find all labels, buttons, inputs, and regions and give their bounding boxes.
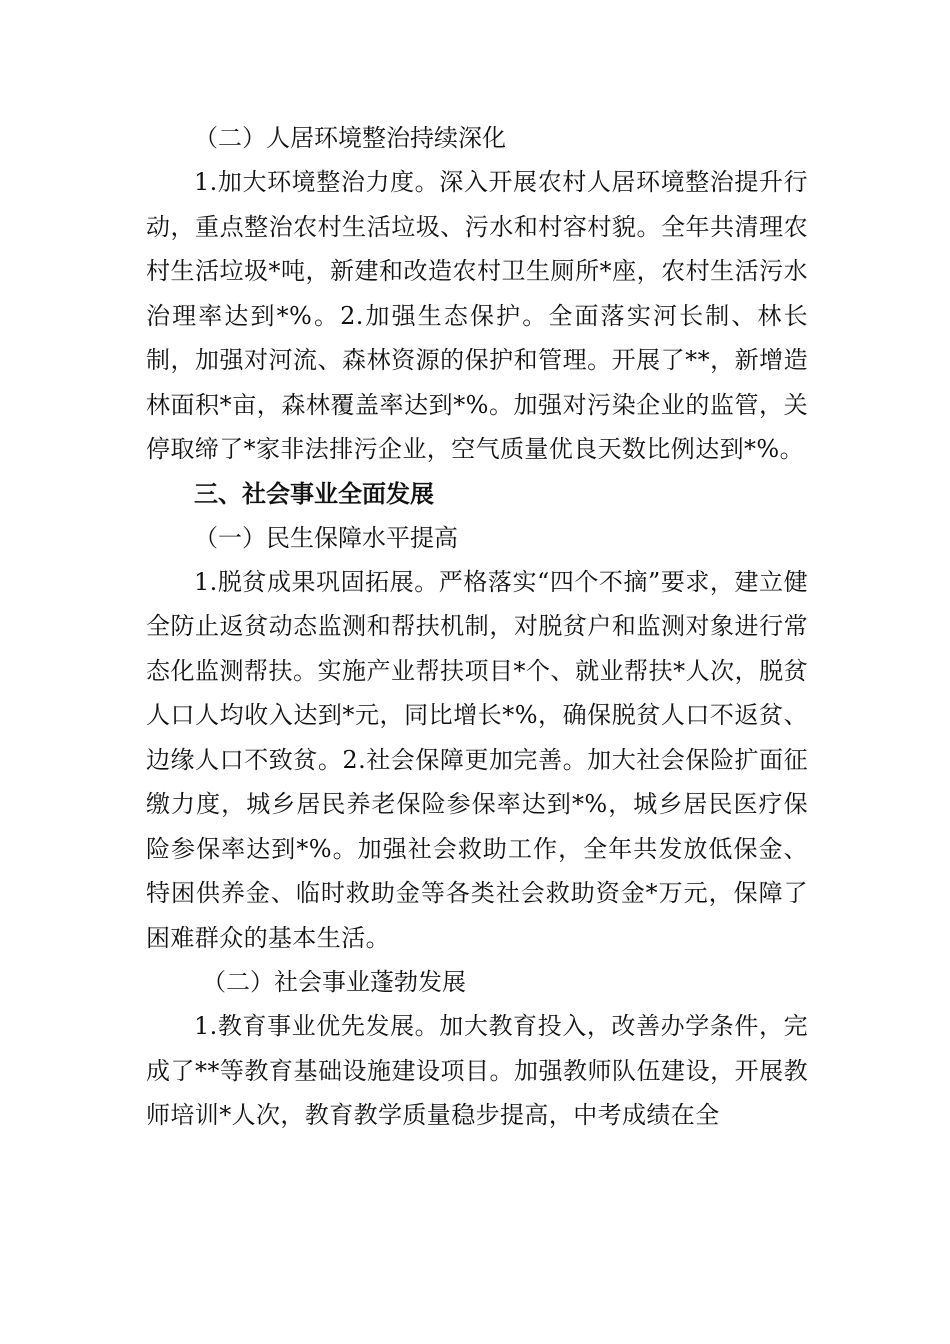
paragraph-livelihood: 1.脱贫成果巩固拓展。严格落实“四个不摘”要求，建立健全防止返贫动态监测和帮扶机制，对脱贫户和监测对象进行常态化监测帮扶。实施产业帮扶项目*个、就业帮扶*人次，脱贫人口人均收入达到*元，同比增长*%，确保脱贫人口不返贫、边缘人口不致贫。2.社会保障更加完善。加大社会保险扩面征缴力度，城乡居民养老保险参保率达到*%，城乡居民医疗保险参保率达到*%。加强社会救助工作，全年共发放低保金、特困供养金、临时救助金等各类社会救助资金*万元，保障了困难群众的基本生活。 [146, 567, 808, 952]
section-title-social: 三、社会事业全面发展 [194, 478, 434, 508]
paragraph-education: 1.教育事业优先发展。加大教育投入，改善办学条件，完成了**等教育基础设施建设项目。加强教师队伍建设，开展教师培训*人次，教育教学质量稳步提高，中考成绩在全 [146, 1012, 808, 1129]
paragraph-environment: 1.加大环境整治力度。深入开展农村人居环境整治提升行动，重点整治农村生活垃圾、污水和村容村貌。全年共清理农村生活垃圾*吨，新建和改造农村卫生厕所*座，农村生活污水治理率达到*%。2.加强生态保护。全面落实河长制、林长制，加强对河流、森林资源的保护和管理。开展了**，新增造林面积*亩，森林覆盖率达到*%。加强对污染企业的监管，关停取缔了*家非法排污企业，空气质量优良天数比例达到*%。 [146, 168, 808, 463]
subsection-title-social-undertakings: （二）社会事业蓬勃发展 [202, 968, 466, 996]
subsection-title-livelihood: （一）民生保障水平提高 [194, 523, 458, 552]
subsection-title-environment: （二）人居环境整治持续深化 [194, 124, 506, 152]
document-body [146, 116, 808, 1138]
